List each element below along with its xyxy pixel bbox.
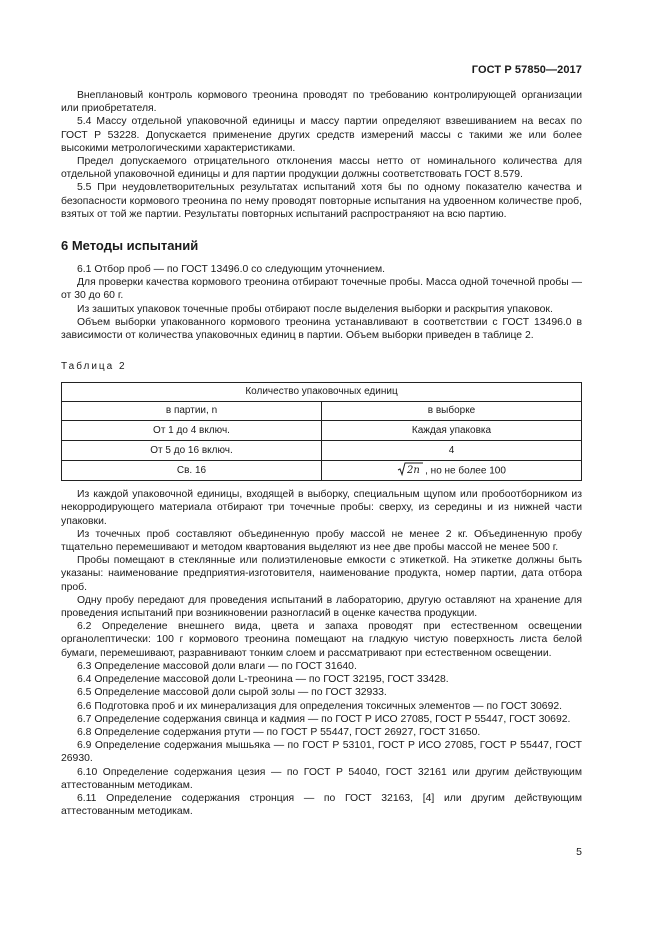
table-cell-party: Св. 16 <box>62 461 322 481</box>
paragraph: Объем выборки упакованного кормового треонина устанавливают в соответствии с ГОСТ 13496.0 в зависимости от количества упаковочных единиц в партии. Объем выборки приведен в таблице 2. <box>61 316 582 342</box>
table-col-header-party: в партии, n <box>62 402 322 421</box>
table-cell-party: От 5 до 16 включ. <box>62 441 322 461</box>
table-cell-party: От 1 до 4 включ. <box>62 421 322 441</box>
paragraph: Предел допускаемого отрицательного отклонения массы нетто от номинального количества для отдельной упаковочной единицы и для партии продукции должны соответствовать ГОСТ 8.579. <box>61 156 582 181</box>
formula-suffix: , но не более 100 <box>425 465 506 477</box>
paragraph: Из зашитых упаковок точечные пробы отбирают после выделения выборки и раскрытия упаковок. <box>77 303 553 315</box>
table-group-header: Количество упаковочных единиц <box>62 383 582 402</box>
table-2 <box>61 382 582 481</box>
paragraph-6-2: 6.2 Определение внешнего вида, цвета и запаха проводят при естественном освещении органолептически: 100 г кормового треонина помещают на гладкую чистую поверхность листа белой бумаги, перемешивают, разравнивают тонким слоем и рассматривают при естественном освещении. <box>61 621 582 659</box>
paragraph: Пробы помещают в стеклянные или полиэтиленовые емкости с этикеткой. На этикетке должны быть указаны: наименование предприятия-изготовителя, наименование продукта, номер партии, дата отбора проб. <box>61 555 582 593</box>
paragraph: Для проверки качества кормового треонина отбирают точечные пробы. Масса одной точечной пробы — от 30 до 60 г. <box>61 277 582 302</box>
square-root-icon <box>397 462 423 480</box>
paragraph-5-4: 5.4 Массу отдельной упаковочной единицы и массу партии определяют взвешиванием на весах по ГОСТ Р 53228. Допускается применение других средств измерений массы с такими же или более высокими метрологическими характеристиками. <box>61 116 582 154</box>
table-row <box>62 461 582 481</box>
paragraph-6-3: 6.3 Определение массовой доли влаги — по ГОСТ 31640. <box>77 660 357 672</box>
paragraph-6-5: 6.5 Определение массовой доли сырой золы — по ГОСТ 32933. <box>77 687 387 699</box>
paragraph-6-6: 6.6 Подготовка проб и их минерализация для определения токсичных элементов — по ГОСТ 30692. <box>77 700 563 712</box>
page-number: 5 <box>576 846 582 858</box>
paragraph-6-4: 6.4 Определение массовой доли L-треонина — по ГОСТ 32195, ГОСТ 33428. <box>77 674 449 686</box>
table-row <box>62 441 582 461</box>
table-cell-sample: Каждая упаковка <box>322 421 582 441</box>
table-2-caption: Таблица 2 <box>61 361 127 373</box>
paragraph: Внеплановый контроль кормового треонина проводят по требованию контролирующей организации или приобретателя. <box>61 90 582 115</box>
paragraph-6-8: 6.8 Определение содержания ртути — по ГОСТ Р 55447, ГОСТ 26927, ГОСТ 31650. <box>77 726 481 738</box>
page-content <box>61 89 582 818</box>
paragraph: Из точечных проб составляют объединенную пробу массой не менее 2 кг. Объединенную пробу тщательно перемешивают и методом квартования выделяют из нее две пробы массой не менее 500 г. <box>61 528 582 554</box>
table-row <box>62 421 582 441</box>
paragraph-6-10: 6.10 Определение содержания цезия — по ГОСТ Р 54040, ГОСТ 32161 или другим действующим аттестованным методикам. <box>61 766 582 791</box>
sqrt-expr: 2n <box>407 464 420 476</box>
paragraph-5-5: 5.5 При неудовлетворительных результатах испытаний хотя бы по одному показателю качества и безопасности кормового треонина по нему проводят повторные испытания на удвоенном количестве проб, взятых от той же партии. Результаты повторных испытаний распространяют на всю партию. <box>61 182 582 220</box>
table-cell-sample-formula <box>322 461 582 481</box>
paragraph: Одну пробу передают для проведения испытаний в лабораторию, другую оставляют на хранение для проведения испытаний при возникновении разногласий в оценке качества продукции. <box>61 594 582 620</box>
table-cell-sample: 4 <box>322 441 582 461</box>
paragraph-6-9: 6.9 Определение содержания мышьяка — по ГОСТ Р 53101, ГОСТ Р ИСО 27085, ГОСТ Р 55447, ГОСТ 26930. <box>61 740 582 765</box>
paragraph-6-7: 6.7 Определение содержания свинца и кадмия — по ГОСТ Р ИСО 27085, ГОСТ Р 55447, ГОСТ 30692. <box>77 713 571 725</box>
paragraph-6-1: 6.1 Отбор проб — по ГОСТ 13496.0 со следующим уточнением. <box>77 264 386 276</box>
paragraph: Из каждой упаковочной единицы, входящей в выборку, специальным щупом или пробоотборником из некорродирующего материала отбирают три точечные пробы: сверху, из середины и из нижней части упаковки. <box>61 489 582 527</box>
document-header-id: ГОСТ Р 57850—2017 <box>471 64 582 76</box>
table-col-header-sample: в выборке <box>322 402 582 421</box>
paragraph-6-11: 6.11 Определение содержания стронция — по ГОСТ 32163, [4] или другим действующим аттестованным методикам. <box>61 792 582 818</box>
section-6-title: 6 Методы испытаний <box>61 238 199 254</box>
